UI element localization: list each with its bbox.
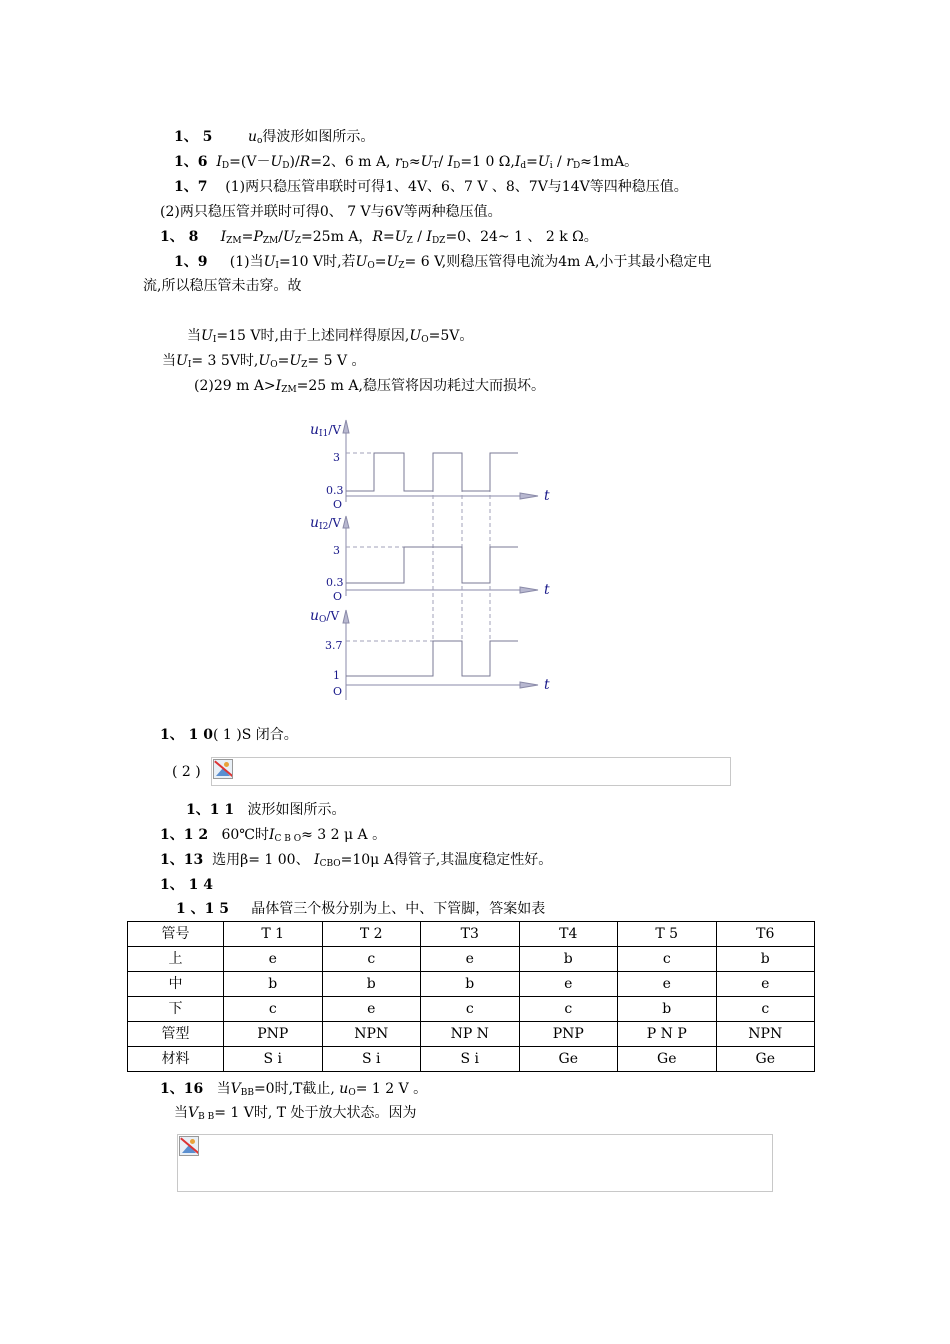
answer-1-7-line2: (2)两只稳压管并联时可得0、 7 V与6V等两种稳压值。 (160, 204, 502, 220)
ui1-label: $u_{I1}/V$ (310, 422, 342, 439)
answer-1-15: 1 、1 5 晶体管三个极分别为上、中、下管脚，答案如表 (176, 901, 546, 917)
ui1-origin: O (333, 498, 343, 511)
transistor-pin-table (127, 921, 815, 1072)
table-cell: 下 (128, 997, 224, 1022)
answer-1-5: 1、 5 $u_o$得波形如图所示。 (174, 129, 375, 146)
broken-image-icon (179, 1136, 199, 1156)
table-row (128, 972, 815, 997)
ui1-waveform (346, 453, 518, 491)
table-cell: e (322, 997, 421, 1022)
table-cell: NP N (421, 1022, 520, 1047)
table-cell: c (224, 997, 323, 1022)
table-cell: b (224, 972, 323, 997)
uo-label: $u_O/V$ (310, 608, 340, 625)
table-cell: c (322, 947, 421, 972)
uo-tick-3.7: 3.7 (325, 639, 343, 652)
table-row (128, 947, 815, 972)
ui1-time-arrow (520, 493, 538, 499)
table-header-cell: T4 (519, 922, 618, 947)
answer-1-10: 1、 1 0( 1 )S 闭合。 (160, 727, 298, 743)
table-cell: e (421, 947, 520, 972)
ui1-t-label: t (544, 488, 550, 504)
answer-1-9-part2: (2)29 m $A>I_{ZM}=25$ m A,稳压管将因功耗过大而损坏。 (194, 378, 545, 395)
table-cell: e (224, 947, 323, 972)
ui1-tick-3: 3 (333, 451, 340, 464)
answer-1-9-case35: 当$U_I= 3$ 5V时$,U_O=U_Z= 5$ V 。 (162, 353, 366, 370)
table-row (128, 1022, 815, 1047)
table-header-cell: T 5 (618, 922, 717, 947)
table-cell: e (716, 972, 815, 997)
table-cell: b (519, 947, 618, 972)
answer-1-13: 1、13 选用β= 1 00、 $I_{CBO}=10\mu$ A得管子,其温度稳定性好。 (160, 852, 553, 869)
table-cell: 管型 (128, 1022, 224, 1047)
table-header-cell: T3 (421, 922, 520, 947)
table-header-cell: 管号 (128, 922, 224, 947)
table-cell: b (618, 997, 717, 1022)
answer-1-10-part2: ( 2 ) (172, 764, 201, 780)
table-header-cell: T6 (716, 922, 815, 947)
ui2-t-label: t (544, 582, 550, 598)
table-cell: S i (224, 1047, 323, 1072)
answer-1-6: 1、6 $I_D=(V-U_D)/R=2$、6 m A, $r_D\approx U_T/$ $I_D=1$ 0 $\Omega,I_d=U_i / r_D\approx 1mA$。 (174, 154, 639, 171)
table-cell: S i (322, 1047, 421, 1072)
answer-1-8: 1、 8 $I_{ZM}=P_{ZM}/U_Z=25m$ A，$R=U_Z / I_{DZ}=0$、24~ 1 、 2 k Ω。 (160, 229, 598, 246)
broken-image-icon (213, 759, 233, 779)
uo-tick-1: 1 (333, 669, 340, 682)
answer-1-9-case15: 当$U_I=15$ V时,由于上述同样得原因$,U_O=5V$。 (187, 328, 474, 345)
table-cell: c (716, 997, 815, 1022)
uo-t-label: t (544, 677, 550, 693)
table-row (128, 997, 815, 1022)
table-header-cell: T 1 (224, 922, 323, 947)
waveform-figure (300, 415, 570, 710)
table-cell: Ge (716, 1047, 815, 1072)
ui2-origin: O (333, 590, 343, 603)
answer-1-16-line2: 当$V_{B B}= 1$ V时, T 处于放大状态。因为 (174, 1105, 417, 1122)
table-cell: S i (421, 1047, 520, 1072)
answer-1-14: 1、 1 4 (160, 877, 213, 893)
answer-1-7: 1、7 (1)两只稳压管串联时可得1、4V、6、7 V 、8、7V与14V等四种稳压值。 (174, 179, 688, 195)
table-row (128, 1047, 815, 1072)
table-cell: 材料 (128, 1047, 224, 1072)
answer-1-9-line2: 流,所以稳压管未击穿。故 (143, 278, 302, 294)
answer-1-9: 1、9 (1)当$U_I=10$ V时,若$U_O=U_Z= 6$ V,则稳压管得电流为4m A,小于其最小稳定电 (174, 254, 712, 271)
answer-1-12: 1、1 2 60℃时$I_{C B O}\approx 3$ 2 μ A 。 (160, 827, 387, 844)
table-cell: NPN (322, 1022, 421, 1047)
table-cell: Ge (519, 1047, 618, 1072)
ui2-tick-0.3: 0.3 (326, 576, 344, 589)
table-cell: Ge (618, 1047, 717, 1072)
table-header-row (128, 922, 815, 947)
table-cell: 上 (128, 947, 224, 972)
ui1-tick-0.3: 0.3 (326, 484, 344, 497)
table-cell: b (322, 972, 421, 997)
uo-axis-arrow (343, 610, 349, 623)
table-cell: e (519, 972, 618, 997)
answer-1-11: 1、1 1 波形如图所示。 (186, 802, 346, 818)
ui2-waveform (346, 547, 518, 583)
ui2-label: $u_{I2}/V$ (310, 515, 342, 532)
table-cell: c (519, 997, 618, 1022)
uo-waveform (346, 641, 518, 676)
table-cell: PNP (519, 1022, 618, 1047)
table-cell: b (716, 947, 815, 972)
table-cell: P N P (618, 1022, 717, 1047)
ui2-tick-3: 3 (333, 544, 340, 557)
uo-origin: O (333, 685, 343, 698)
image-placeholder-1-10 (211, 757, 731, 786)
table-cell: e (618, 972, 717, 997)
table-cell: 中 (128, 972, 224, 997)
answer-1-16: 1、16 当$V_{BB}=0$时,T截止, $u_O= 1$ 2 V 。 (160, 1081, 428, 1098)
ui1-axis-arrow (343, 420, 349, 433)
ui2-time-arrow (520, 587, 538, 593)
ui2-axis-arrow (343, 516, 349, 528)
image-placeholder-1-16 (177, 1134, 773, 1192)
table-cell: b (421, 972, 520, 997)
uo-time-arrow (520, 682, 538, 688)
table-cell: c (421, 997, 520, 1022)
table-cell: PNP (224, 1022, 323, 1047)
table-cell: c (618, 947, 717, 972)
table-cell: NPN (716, 1022, 815, 1047)
table-header-cell: T 2 (322, 922, 421, 947)
